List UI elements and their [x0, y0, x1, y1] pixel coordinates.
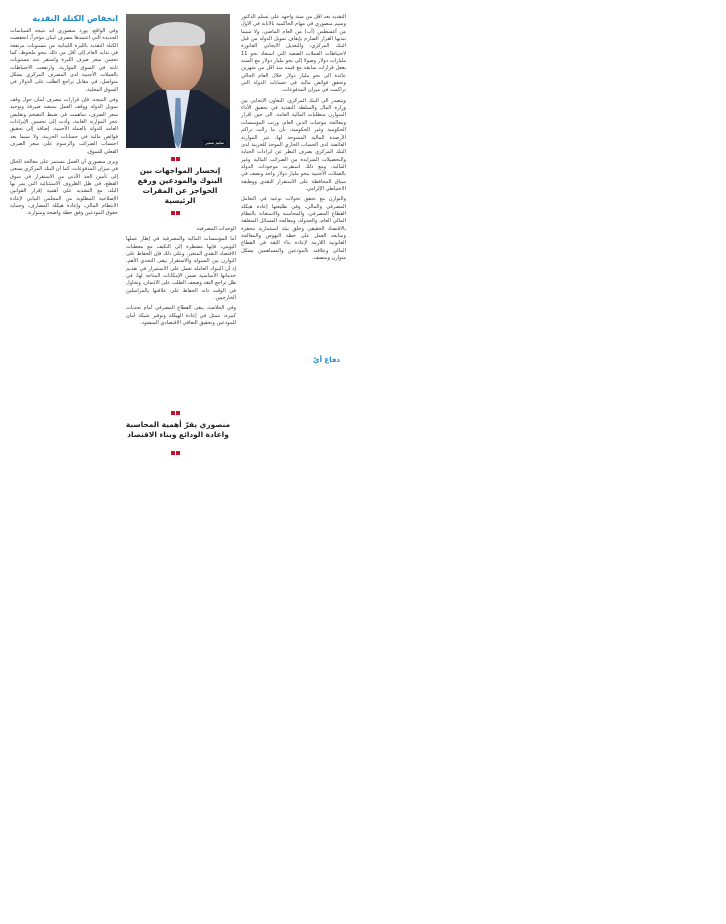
portrait-photo	[126, 14, 230, 148]
photo-caption: سليم صفير	[205, 140, 224, 145]
article-column-left	[10, 28, 118, 448]
paragraph: وفي الخلاصة، يبقى القطاع المصرفي أمام تحديات كبيرة، تتمثل في إعادة الهيكلة وتوفير شبكة أمان للمودعين وتحقيق التعافي الاقتصادي المنشود.	[126, 305, 236, 327]
pullquote-bottom-marker	[171, 451, 180, 455]
pullquote-top-marker	[171, 411, 180, 415]
pullquote-2: منصوري يقرّ أهمية المحاسبة واعادة الودائع وبناء الاقتصاد	[125, 420, 231, 439]
paragraph: أما المؤسسات المالية والمصرفية في إطار عملها اليومي، فإنها مضطرة إلى التكيف مع معطيات الاقتصاد النقدي المتغير، وعلى ذلك فإن الحفاظ على التوازن بين السيولة والاستقرار يبقى التحدي الأهم، إذ أن البنوك العاملة تعمل على الاستمرار في تقديم خدماتها الأساسية ضمن الإمكانات المتاحة لها، في ظل تراجع الثقة وضعف الطلب على الائتمان، وتحاول في الوقت ذاته الحفاظ على علاقتها بالمراسلين الخارجيين.	[126, 236, 236, 302]
paragraph: النقدية بعد اقل من سنة واجهة على تسلم الدكتور وسيم منصوري في مهام الحاكمية بالانابة في الاول من آغسطس (آب) من العام الماضي، ولا سيما تبديها القرار الصارم بإيقاف تمويل الدولة من قبل البنك المركزي، والتعديل الايجابي الفاتورة لاحتياطات العملات الصعبة التي استعاد نحو 11 مليارات دولار وصولا إلى نحو مليار دولار مع السنة بفعل قرارات سابقة مع قيمة منذ اقل من شهرين عائدة الى نحو مليار دولار خلال العام الحالي وتحقق فوائض مالية في حسابات الدولة التي تراكمت في ميزان المدفوعات.	[241, 14, 346, 94]
sub-heading: دفاع أيّ	[313, 356, 340, 364]
paragraph: وفي النتيجة، فإن قرارات مصرف لبنان حول وقف تمويل الدولة ووقف العمل بمنصة صيرفة وتوحيد سعر الصرف، ساهمت في ضبط التضخم وتقليص عجز الموازنة العامة، وأدت إلى تحسين الإيرادات العامة للدولة بالعملة الأجنبية، إضافة إلى تحقيق فوائض مالية في حسابات الخزينة، ولا سيما بعد احتساب الضرائب والرسوم على سعر الصرف الفعلي للسوق.	[10, 97, 118, 155]
article-column-middle	[126, 226, 236, 402]
paragraph: ويرى منصوري أن العمل مستمر على معالجة الخلل في ميزان المدفوعات، كما أن البنك المركزي يسعى إلى تأمين الحد الأدنى من الاستقرار في سوق القطع، في ظل الظروف الاستثنائية التي يمر بها البلد، مع التشديد على أهمية إقرار القوانين الإصلاحية المطلوبة من المجلس النيابي لإعادة الانتظام المالي، وإعادة هيكلة المصارف، وحماية حقوق المودعين وفق خطة واضحة ومتوازنة.	[10, 158, 118, 217]
paragraph: وفي الواقع، يورد منصوري انه نتيجة السياسات الجديدة التي اعتمدها مصرف لبنان مؤخراً، انخفضت الكتلة النقدية بالليرة اللبنانية من مستويات مرتفعة في بداية العام إلى أقل من ذلك بنحو ملحوظ، كما تحسن سعر صرف الليرة واستقر عند مستويات ثابتة في السوق الموازية، وارتفعت الاحتياطات بالعملات الأجنبية لدى المصرف المركزي بشكل متواصل، في مقابل تراجع الطلب على الدولار في السوق المحلية.	[10, 28, 118, 93]
pullquote-1: إنحسار المواجهات بين البنوك والمودعين ورفع الحواجز عن المقرات الرئيسية	[137, 166, 223, 205]
pullquote-top-marker	[171, 157, 180, 161]
portrait-hair	[149, 22, 205, 46]
article-column-right	[241, 14, 346, 462]
column-heading: انخفاض الكتلة النقدية	[32, 14, 118, 23]
paragraph: الوحدات المصرفية.	[195, 226, 236, 232]
pullquote-bottom-marker	[171, 211, 180, 215]
paragraph: والتوازن مع تحقق تحولات نوعية في التعامل المصرفي والمالي، وفي طليعتها إعادة هيكلة القطاع المصرفي، والمحاسبة والاستعانة بالنظام المالي العام، والجدولة، ومعالجة المسائل المتعلقة بالاقتصاد الحقيقي وخلق بيئة استثمارية محفزة ومتابعة العمل على خطة النهوض والمعالجة القانونية اللازمة لإعادة بناء الثقة في القطاع المالي وعلاقته بالمودعين والمساهمين بشكل متوازن ومنصف.	[241, 196, 346, 261]
paragraph: ويتصدر الى البنك المركزي، التعاون الايجابي بين وزارة المال والسلطة النقدية في تحقيق الأداء المتوازن متطلبات المالية العامة، الى حين اقرار ومعالجة موجبات الدين العام، ورتب المؤسسات الحكومية وغير الحكومية، بأن ما زالت تراكم الأرصدة المالية الممنوحة لها، عبر الموازنة الفائضة لدى الحساب الجاري الموحد للخزينة لدى البنك المركزي بصرف النظر عن ايرادات الجباية والتحصيلات المتزايدة من الضرائب المالية وغير المالية، ومع ذلك استقرت موجودات الدولة بالعملات الأجنبية بنحو مليار دولار واحد ونصف في سياق المحافظة على الاستقرار النقدي ووظيفة الاحتياطي الإلزامي.	[241, 97, 346, 192]
